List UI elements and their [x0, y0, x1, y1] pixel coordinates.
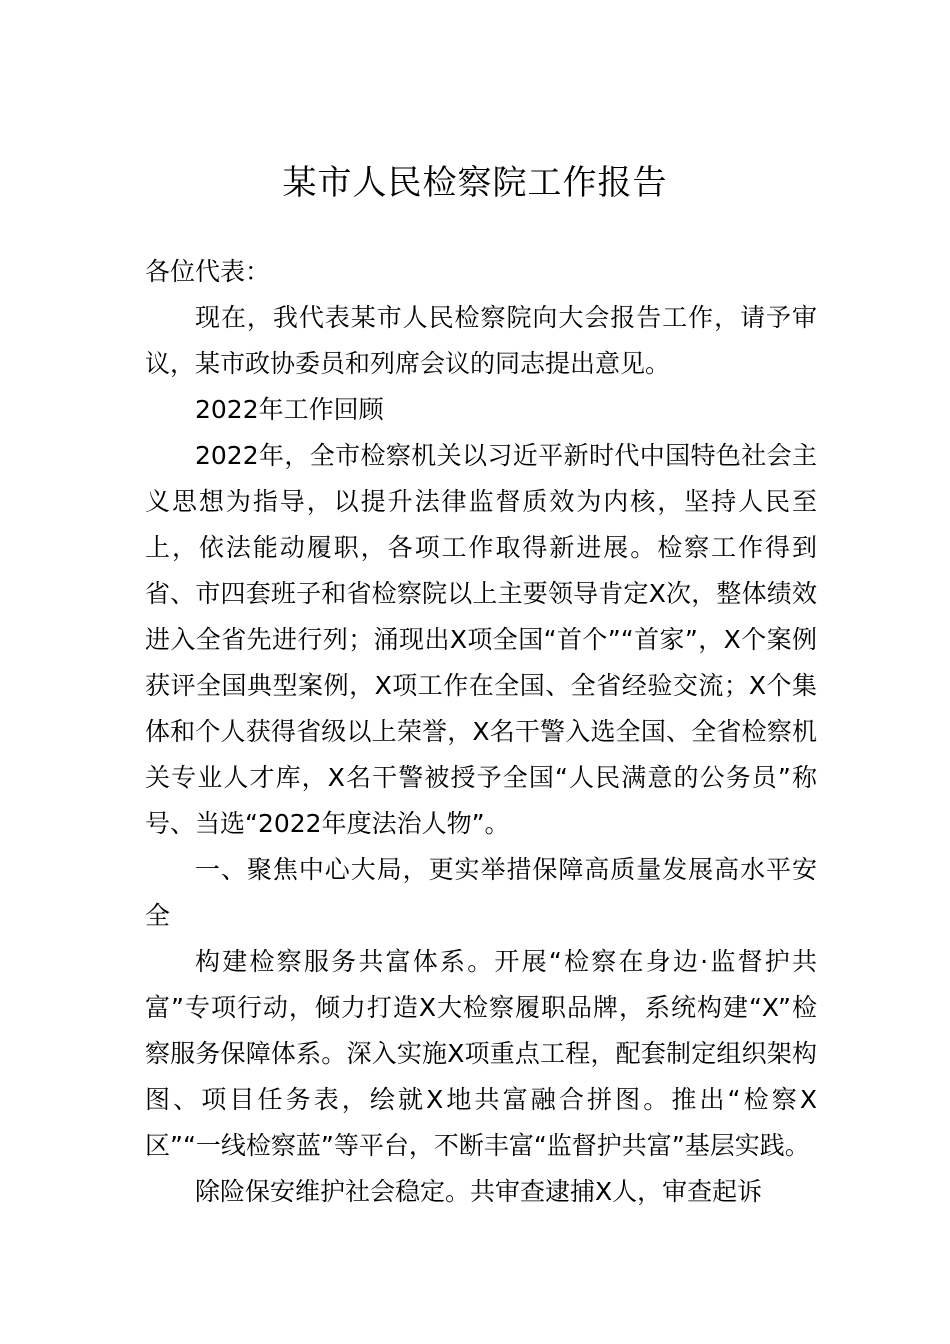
- section-label-review: 2022年工作回顾: [195, 395, 384, 424]
- paragraph-common-prosperity: 构建检察服务共富体系。开展“检察在身边·监督护共富”专项行动，倾力打造X大检察履职品牌，系统构建“X”检察服务保障体系。深入实施X项重点工程，配套制定组织架构图、项目任务表，绘就X地共富融合拼图。推出“检察X区”“一线检察蓝”等平台，不断丰富“监督护共富”基层实践。: [145, 947, 817, 1160]
- document-title: 某市人民检察院工作报告: [282, 163, 668, 203]
- paragraph-intro: 现在，我代表某市人民检察院向大会报告工作，请予审议，某市政协委员和列席会议的同志提出意见。: [145, 303, 817, 378]
- document-body: [145, 249, 817, 1215]
- salutation: 各位代表：: [145, 257, 271, 286]
- paragraph-social-stability: 除险保安维护社会稳定。共审查逮捕X人，审查起诉: [195, 1177, 763, 1206]
- section-heading-1: 一、聚焦中心大局，更实举措保障高质量发展高水平安全: [145, 855, 817, 930]
- paragraph-review-summary: 2022年，全市检察机关以习近平新时代中国特色社会主义思想为指导，以提升法律监督质效为内核，坚持人民至上，依法能动履职，各项工作取得新进展。检察工作得到省、市四套班子和省检察院以上主要领导肯定X次，整体绩效进入全省先进行列；涌现出X项全国“首个”“首家”，X个案例获评全国典型案例，X项工作在全国、全省经验交流；X个集体和个人获得省级以上荣誉，X名干警入选全国、全省检察机关专业人才库，X名干警被授予全国“人民满意的公务员”称号、当选“2022年度法治人物”。: [145, 441, 817, 838]
